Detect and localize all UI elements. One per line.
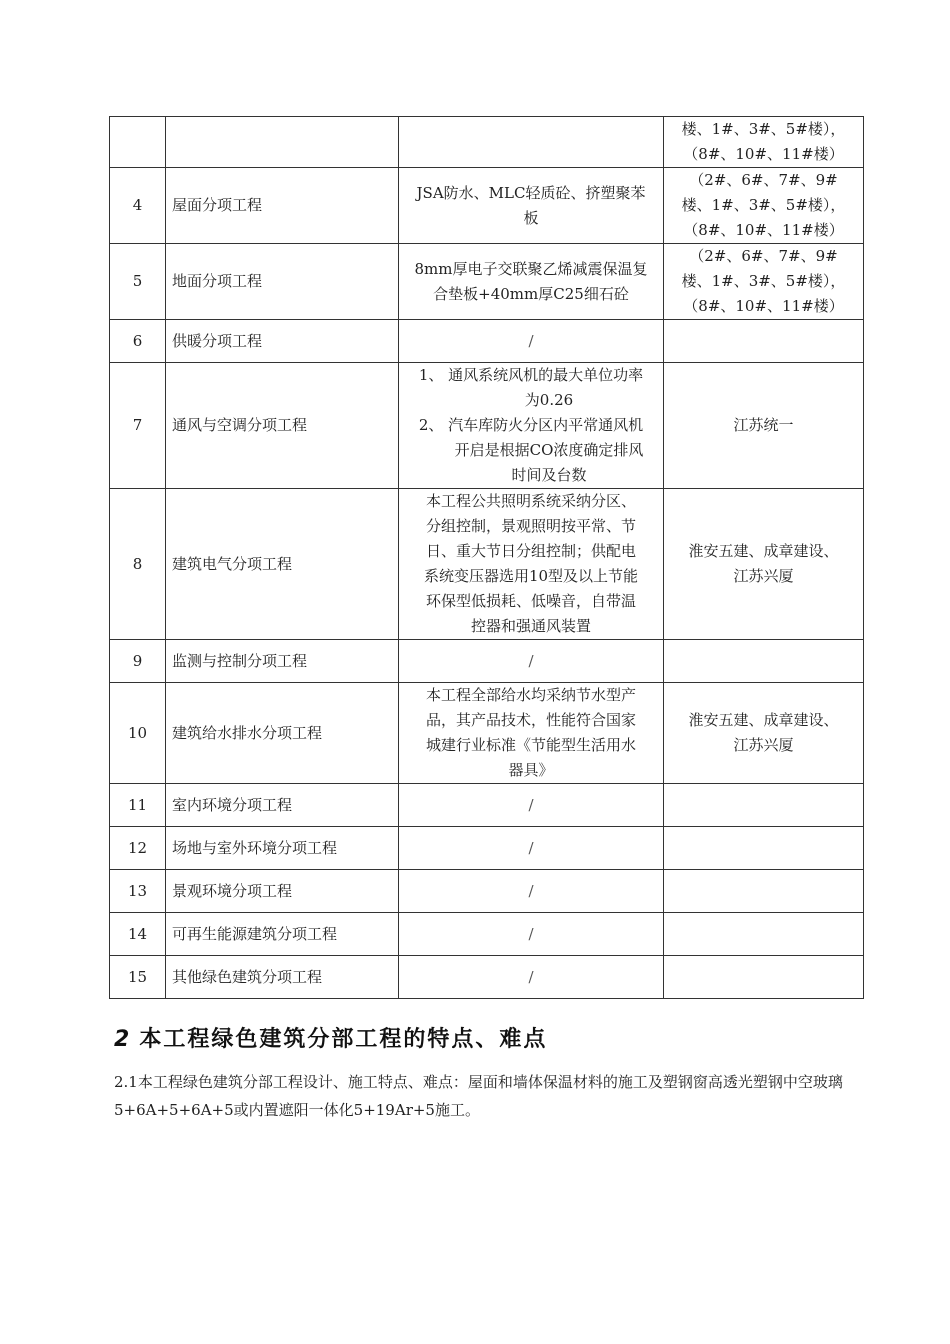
item-name: 建筑给水排水分项工程 (166, 683, 399, 784)
item-unit (664, 827, 864, 870)
row-number: 14 (110, 913, 166, 956)
table-row (110, 640, 864, 683)
material-line: / (528, 795, 534, 814)
material-line: 开启是根据CO浓度确定排风 (454, 441, 644, 459)
material-line: / (528, 838, 534, 857)
table-row (110, 683, 864, 784)
material-line: / (528, 967, 534, 986)
table-row (110, 913, 864, 956)
material-line: 控器和强通风装置 (470, 617, 591, 635)
material-line: JSA防水、MLC轻质砼、挤塑聚苯 (416, 183, 646, 202)
material-line: / (528, 651, 534, 670)
material-line: 板 (523, 208, 539, 227)
material-line: / (528, 881, 534, 900)
row-number: 10 (110, 683, 166, 784)
item-unit (664, 363, 864, 489)
material-line: 城建行业标准《节能型生活用水 (425, 736, 636, 754)
item-material (399, 244, 664, 320)
section-heading (114, 1022, 547, 1053)
item-unit (664, 320, 864, 363)
material-line: / (528, 924, 534, 943)
item-material (399, 913, 664, 956)
item-unit (664, 956, 864, 999)
material-line: 环保型低损耗、低噪音，自带温 (425, 592, 636, 610)
unit-line: 楼、1#、3#、5#楼）， (681, 120, 846, 138)
section-number: 2 (114, 1027, 132, 1052)
material-line: 1、 通风系统风机的最大单位功率 (418, 366, 644, 384)
unit-line: （8#、10#、11#楼） (683, 297, 844, 315)
material-line: 本工程公共照明系统采纳分区、 (425, 492, 636, 510)
row-number: 15 (110, 956, 166, 999)
item-unit (664, 683, 864, 784)
material-line: 品，其产品技术，性能符合国家 (425, 711, 636, 729)
item-name: 景观环境分项工程 (166, 870, 399, 913)
item-material (399, 363, 664, 489)
row-number: 13 (110, 870, 166, 913)
material-line: 器具》 (508, 761, 554, 779)
table-row (110, 244, 864, 320)
material-line: 时间及台数 (511, 466, 587, 484)
item-name: 室内环境分项工程 (166, 784, 399, 827)
section-paragraph: 2.1本工程绿色建筑分部工程设计、施工特点、难点：屋面和墙体保温材料的施工及塑钢窗高透光塑钢中空玻璃5+6A+5+6A+5或内置遮阳一体化5+19Ar+5施工。 (114, 1073, 843, 1119)
item-name: 供暖分项工程 (166, 320, 399, 363)
table-row (110, 363, 864, 489)
row-number (110, 117, 166, 168)
unit-line: 淮安五建、成章建设、 (688, 542, 839, 560)
table-row (110, 117, 864, 168)
unit-line: 淮安五建、成章建设、 (688, 711, 839, 729)
item-unit (664, 784, 864, 827)
table-row (110, 168, 864, 244)
item-material (399, 827, 664, 870)
item-name: 建筑电气分项工程 (166, 489, 399, 640)
item-material (399, 683, 664, 784)
table-row (110, 956, 864, 999)
item-unit (664, 913, 864, 956)
green-building-items-table (109, 116, 864, 999)
row-number: 9 (110, 640, 166, 683)
item-name: 可再生能源建筑分项工程 (166, 913, 399, 956)
item-name: 通风与空调分项工程 (166, 363, 399, 489)
unit-line: 楼、1#、3#、5#楼）， (681, 272, 846, 290)
unit-line: 江苏统一 (733, 416, 794, 434)
item-name: 地面分项工程 (166, 244, 399, 320)
table-row (110, 489, 864, 640)
row-number: 8 (110, 489, 166, 640)
item-unit (664, 640, 864, 683)
row-number: 12 (110, 827, 166, 870)
item-material (399, 956, 664, 999)
item-name: 屋面分项工程 (166, 168, 399, 244)
unit-line: 楼、1#、3#、5#楼）， (681, 196, 846, 214)
item-name: 其他绿色建筑分项工程 (166, 956, 399, 999)
table-row (110, 320, 864, 363)
item-material (399, 489, 664, 640)
item-material (399, 640, 664, 683)
unit-line: （2#、6#、7#、9# (689, 247, 838, 265)
unit-line: （8#、10#、11#楼） (683, 221, 844, 239)
row-number: 11 (110, 784, 166, 827)
item-material (399, 870, 664, 913)
item-material (399, 320, 664, 363)
unit-line: 江苏兴厦 (733, 736, 794, 754)
row-number: 5 (110, 244, 166, 320)
table-row (110, 870, 864, 913)
section-title: 本工程绿色建筑分部工程的特点、难点 (139, 1027, 548, 1052)
material-line: 2、 汽车库防火分区内平常通风机 (418, 416, 644, 434)
item-material (399, 784, 664, 827)
item-unit (664, 870, 864, 913)
material-line: 本工程全部给水均采纳节水型产 (425, 686, 636, 704)
table-row (110, 784, 864, 827)
unit-line: （8#、10#、11#楼） (683, 145, 844, 163)
item-material (399, 117, 664, 168)
unit-line: （2#、6#、7#、9# (689, 171, 838, 189)
material-line: 分组控制，景观照明按平常、节 (425, 517, 636, 535)
item-unit (664, 489, 864, 640)
material-line: 合垫板+40mm厚C25细石砼 (433, 284, 629, 303)
row-number: 4 (110, 168, 166, 244)
material-line: 为0.26 (524, 391, 574, 409)
item-unit (664, 168, 864, 244)
item-name (166, 117, 399, 168)
material-line: 日、重大节日分组控制；供配电 (425, 542, 636, 560)
material-line: / (528, 331, 534, 350)
row-number: 6 (110, 320, 166, 363)
table-row (110, 827, 864, 870)
unit-line: 江苏兴厦 (733, 567, 794, 585)
item-unit (664, 244, 864, 320)
item-name: 监测与控制分项工程 (166, 640, 399, 683)
item-material (399, 168, 664, 244)
row-number: 7 (110, 363, 166, 489)
item-unit (664, 117, 864, 168)
item-name: 场地与室外环境分项工程 (166, 827, 399, 870)
material-line: 系统变压器选用10型及以上节能 (423, 567, 639, 585)
material-line: 8mm厚电子交联聚乙烯减震保温复 (414, 259, 648, 278)
